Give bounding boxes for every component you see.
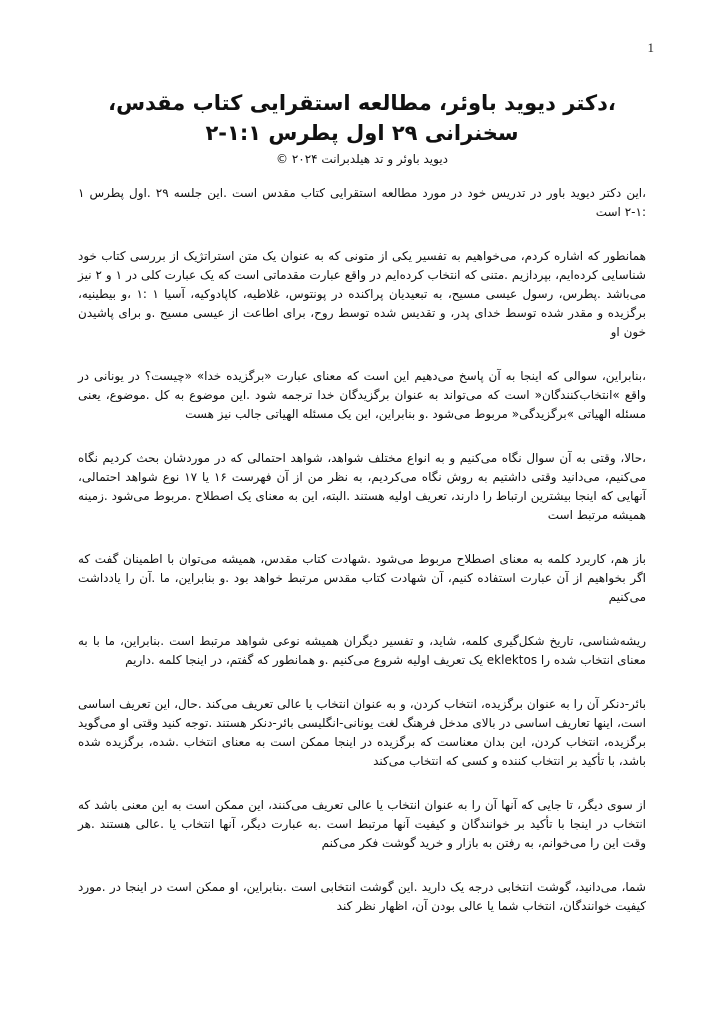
document-title: ،دکتر دیوید باوئر، مطالعه استقرایی کتاب مقدس، سخنرانی ۲۹ اول پطرس ۱:۱-۲ — [108, 91, 616, 145]
paragraph-2: همانطور که اشاره کردم، می‌خواهیم به تفسیر یکی از متونی که به عنوان یک متن استراتژیک از بررسی کتاب خود شناسایی کرده‌ایم، بپردازیم .متنی که انتخاب کرده‌ایم در واقع عبارت مقدماتی است که یک عبارت کلی در ۱ و ۲ نیز می‌باشد .پطرس، رسول عیسی مسیح، به تبعیدیان پراکنده در پونتوس، غلاطیه، کاپادوکیه، آسیا ۱ :۱ ،و بیطینیه، برگزیده و مقدر شده توسط خدای پدر، و تقدیس شده توسط روح، برای اطاعت از عیسی مسیح .و برای پاشیدن خون او — [78, 249, 646, 339]
paragraph-3: ،بنابراین، سوالی که اینجا به آن پاسخ می‌دهیم این است که معنای عبارت «برگزیده خدا» «چیست؟ در یونانی در واقع »انتخاب‌کنندگان« است که می‌تواند به عنوان برگزیدگان خدا ترجمه شود .این موضوع به کل .موضوع، یعنی مسئله الهیاتی »برگزیدگی« مربوط می‌شود .و بنابراین، این یک مسئله الهیاتی جالب نیز هست — [78, 369, 646, 421]
author-line: دیوید باوئر و تد هیلدبرانت ۲۰۲۴ © — [275, 152, 449, 166]
paragraph-5: باز هم، کاربرد کلمه به معنای اصطلاح مربوط می‌شود .شهادت کتاب مقدس، همیشه می‌توان با اطمینان گفت که اگر بخواهیم از آن عبارت استفاده کنیم، آن شهادت کتاب مقدس مرتبط خواهد بود .و بنابراین، ما .آن را یادداشت می‌کنیم — [78, 552, 646, 604]
document-body — [78, 184, 646, 941]
paragraph-8: از سوی دیگر، تا جایی که آنها آن را به عنوان انتخاب یا عالی تعریف می‌کنند، این ممکن است به این معنی باشد که انتخاب در اینجا با تأکید بر خوانندگان و کیفیت آنها مرتبط است .به عبارت دیگر، آنها انتخاب یا .عالی هستند .هر وقت این را می‌خوانم، به رفتن به بازار و خرید گوشت فکر می‌کنم — [78, 798, 646, 850]
paragraph-9: شما، می‌دانید، گوشت انتخابی درجه یک دارید .این گوشت انتخابی است .بنابراین، او ممکن است در اینجا در .مورد کیفیت خوانندگان، انتخاب شما یا عالی بودن آن، اظهار نظر کند — [78, 880, 646, 913]
paragraph-6: ریشه‌شناسی، تاریخ شکل‌گیری کلمه، شاید، و تفسیر دیگران همیشه نوعی شواهد مرتبط است .بنابراین، ما با به معنای انتخاب شده را eklektos یک تعریف اولیه شروع می‌کنیم .و همانطور که گفتم، در اینجا کلمه .داریم — [78, 634, 646, 667]
paragraph-7: بائر-دنکر آن را به عنوان برگزیده، انتخاب کردن، و به عنوان انتخاب یا عالی تعریف می‌کند .حال، این تعریف اساسی است، اینها تعاریف اساسی در بالای مدخل فرهنگ لغت یونانی-انگلیسی بائر-دنکر هستند .توجه کنید وقتی او می‌گوید برگزیده، انتخاب کردن، این بدان معناست که برگزیده در اینجا ممکن است به معنای انتخاب .شده، برگزیده شده باشد، با تأکید بر انتخاب کننده و کسی که انتخاب می‌کند — [78, 697, 646, 768]
page-number: 1 — [647, 40, 654, 55]
paragraph-4: ،حالا، وقتی به آن سوال نگاه می‌کنیم و به انواع مختلف شواهد، شواهد احتمالی که در موردشان بحث کردیم نگاه می‌کنیم، می‌دانید وقتی داشتیم به روش نگاه می‌کردیم، به نظر من از آن فهرست ۱۶ یا ۱۷ نوع شواهد احتمالی، آنهایی که اینجا بیشترین ارتباط را دارند، تعریف اولیه هستند .البته، این به معنای یک اصطلاح .مربوط می‌شود .زمینه همیشه مرتبط است — [78, 451, 647, 522]
paragraph-1: ،این دکتر دیوید باور در تدریس خود در مورد مطالعه استقرایی کتاب مقدس است .این جلسه ۲۹ .اول پطرس ۱ :۱-۲ است — [78, 186, 646, 219]
